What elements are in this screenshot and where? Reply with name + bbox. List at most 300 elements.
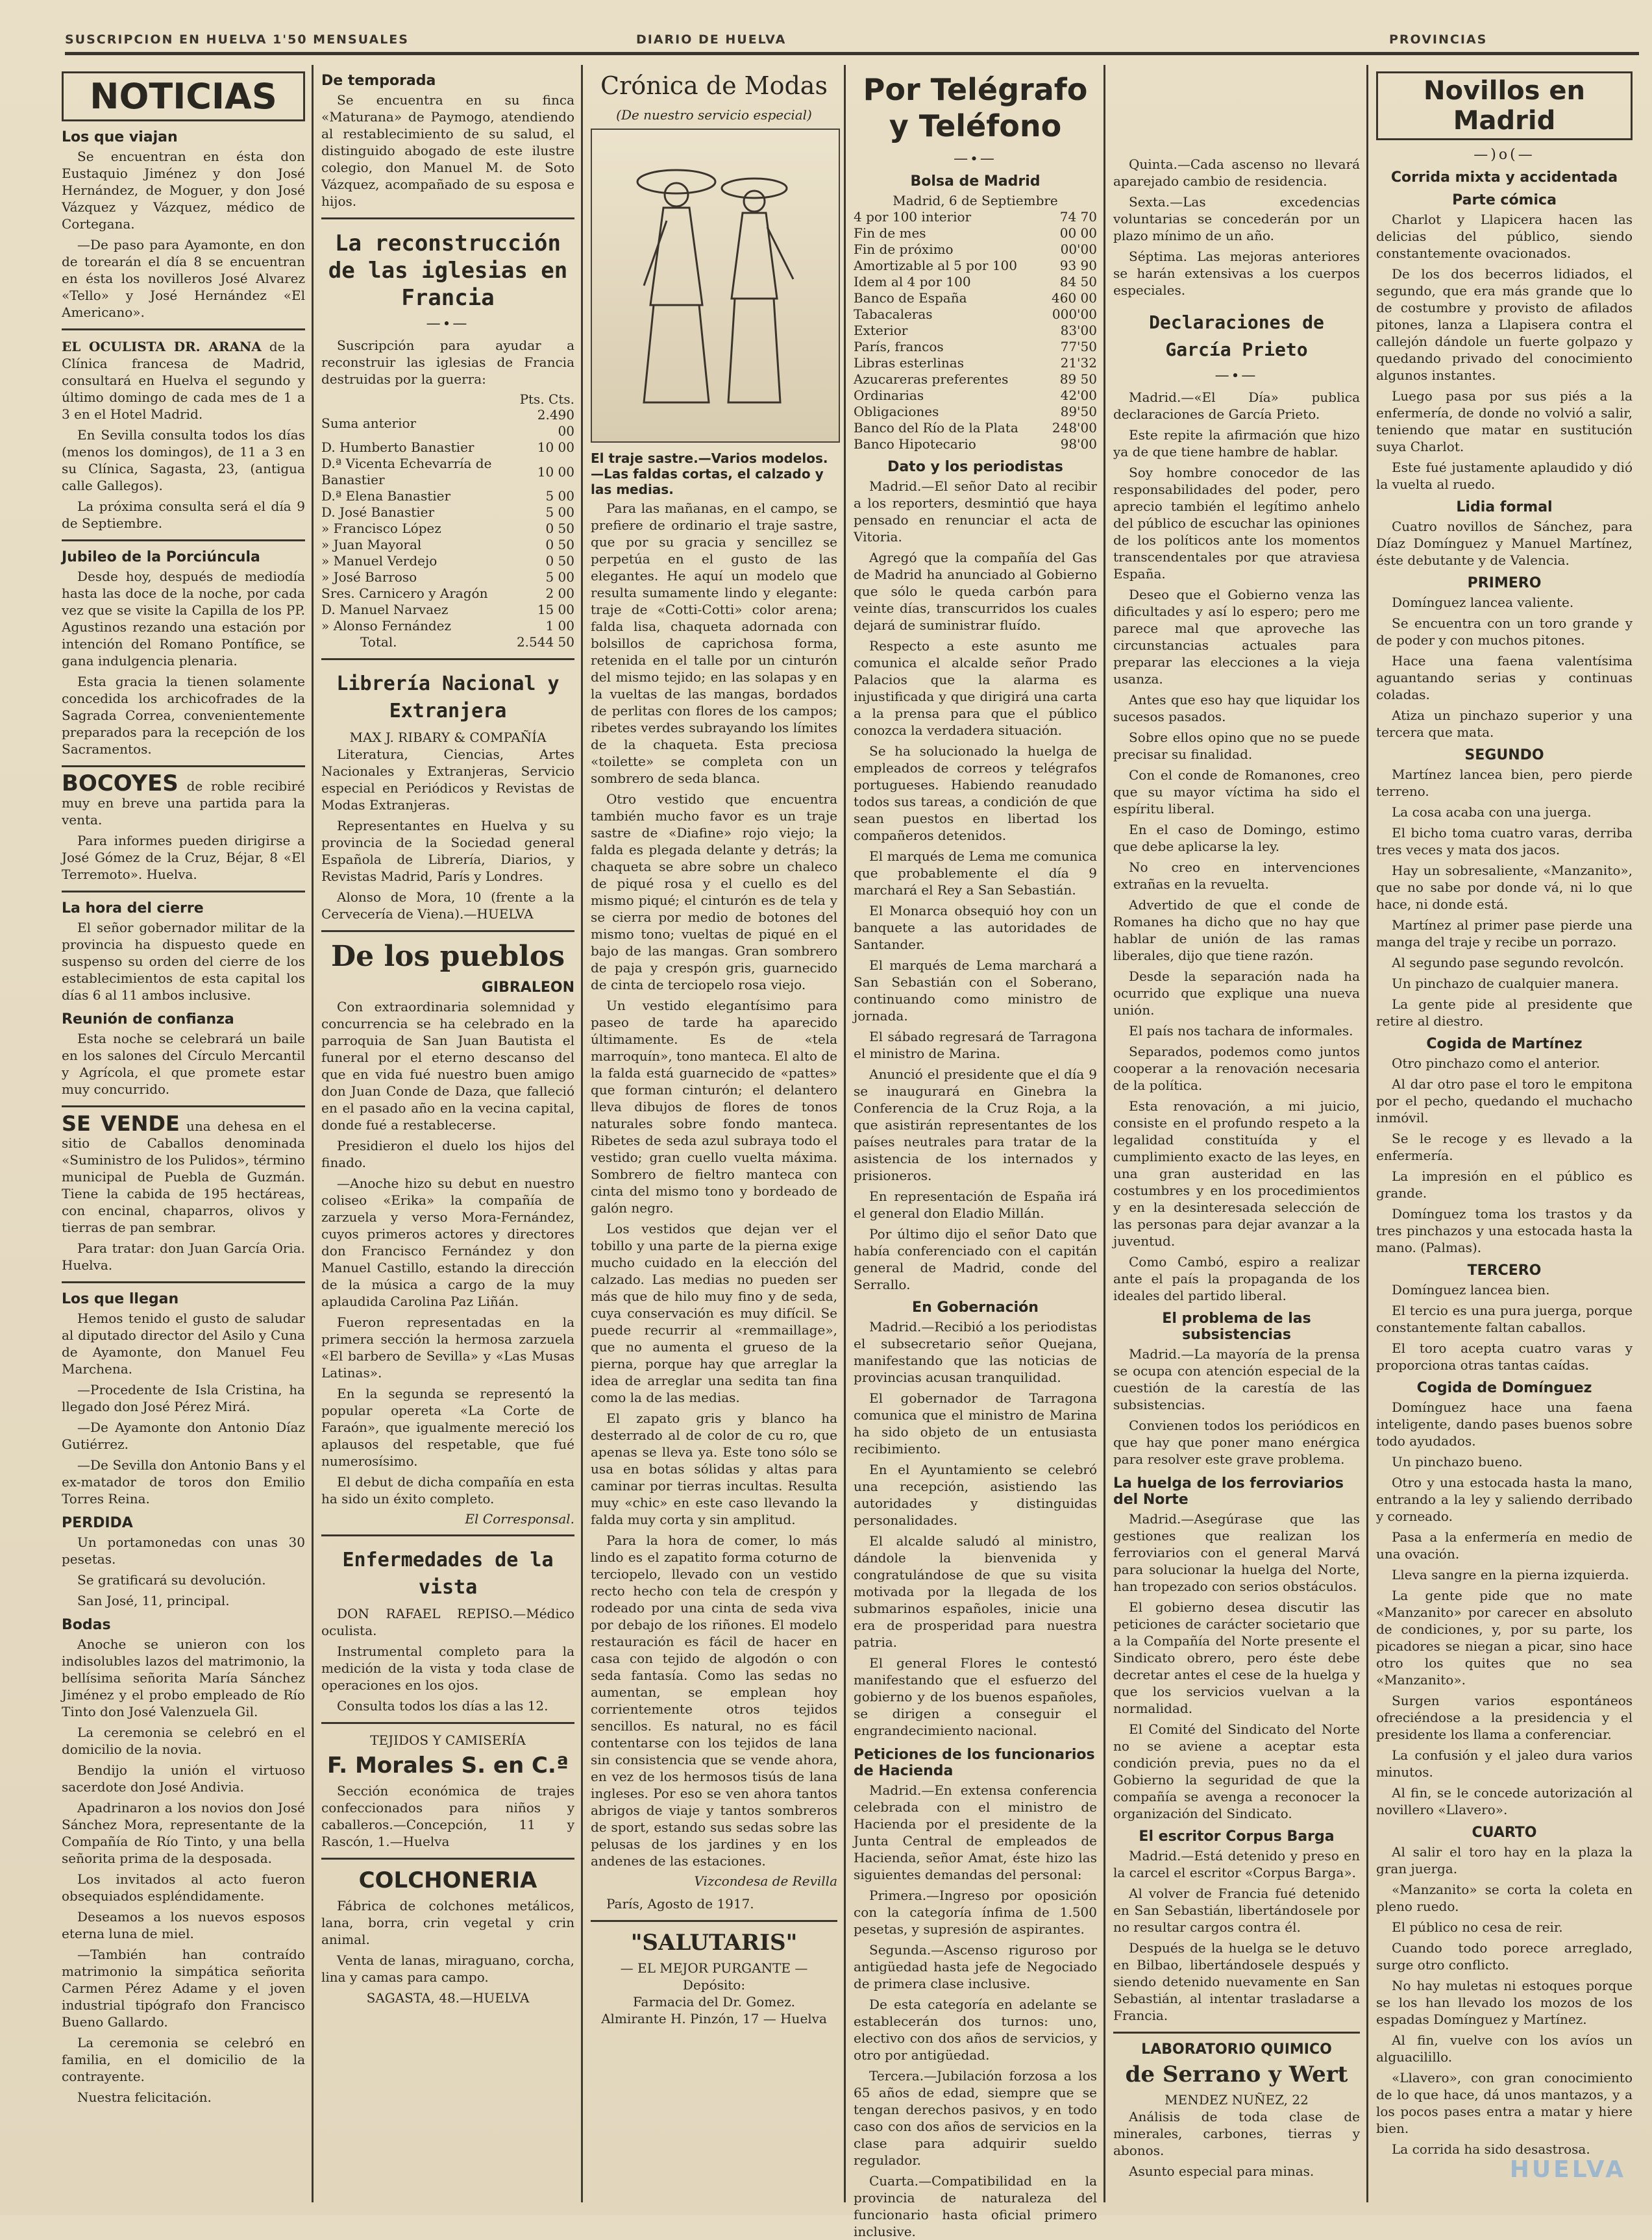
paragraph: Fábrica de colchones metálicos, lana, borra, crin vegetal y crin animal. <box>321 1898 574 1947</box>
paragraph: La corrida ha sido desastrosa. <box>1392 2141 1590 2157</box>
column-rule <box>1103 65 1105 2202</box>
stock-row <box>854 306 1097 323</box>
column-rule <box>312 65 314 2202</box>
ornament: —∙— <box>426 315 470 332</box>
paragraph: Se le recoge y es llevado a la enfermería. <box>1376 1131 1633 1163</box>
paragraph: Soy hombre conocedor de las responsabilidades del poder, pero aprecio también el legítimo anhelo del público de escuchar las opiniones de los políticos ante los momentos transcendentales por que atraviesa España. <box>1113 465 1360 582</box>
paragraph: Cuando todo porece arreglado, surge otro conflicto. <box>1376 1940 1633 1973</box>
divider <box>62 539 305 541</box>
paragraph: Esta noche se celebrará un baile en los salones del Círculo Mercantil y Agrícola, el que promete estar muy concurrido. <box>62 1031 305 1097</box>
subtitle: (De nuestro servicio especial) <box>616 107 812 123</box>
row-value: 89 50 <box>1059 371 1097 387</box>
paragraph: Para las mañanas, en el campo, se prefiere de ordinario el traje sastre, que por su gracia y sencillez se perpetúa en el gusto de las elegantes. He aquí un modelo que resulta sumamente lindo y elegante: traje de «Cotti-Cotti» color arena; falda lisa, chaqueta adornada con bolsillos de caprichosa forma, retenida en el talle por un cinturón del mismo tejido; en las solapas y en la vueltas de las mangas, bordados de perlitas con flores de los campos; ribetes verdes subrayando los límites de la chaqueta. Esta preciosa «toilette» se completa con un sombrero de seda blanca. <box>591 500 837 786</box>
paragraph: La impresión en el público es grande. <box>1376 1168 1633 1201</box>
paragraph: Bendijo la unión el virtuoso sacerdote don José Andivia. <box>62 1762 305 1795</box>
row-value: 93 90 <box>1059 258 1097 273</box>
paragraph: Convienen todos los periódicos en que hay que poner mano enérgica para resolver este grave problema. <box>1113 1418 1360 1467</box>
paragraph: Separados, podemos como juntos cooperar a la renovación necesaria de la política. <box>1113 1044 1360 1093</box>
paragraph: En Sevilla consulta todos los días (menos los domingos), de 11 a 3 en su Clínica, Sagasta, 23, (antigua calle Gallegos). <box>62 427 305 493</box>
paragraph: Al dar otro pase el toro le empitona por el pecho, quedando el muchacho inmóvil. <box>1376 1076 1633 1126</box>
paragraph: El señor gobernador militar de la provincia ha dispuesto quede en suspenso su orden del cierre de los establecimientos de esta capital los días 6 al 11 ambos inclusive. <box>62 920 305 1003</box>
masthead-bar <box>65 32 1639 55</box>
row-value: 74 70 <box>1059 209 1097 225</box>
headline: El escritor Corpus Barga <box>1139 1828 1335 1845</box>
paragraph: —Procedente de Isla Cristina, ha llegado don José Pérez Mirá. <box>62 1382 305 1414</box>
town-name: GIBRALEON <box>481 979 574 996</box>
headline: Los que viajan <box>62 129 178 145</box>
paragraph: Suscripción para ayudar a reconstruir las iglesias de Francia destruidas por la guerra: <box>321 338 574 387</box>
paragraph: Un pinchazo bueno. <box>1392 1454 1523 1470</box>
headline: Novillos en Madrid <box>1376 71 1633 140</box>
paragraph: No creo en intervenciones extrañas en la revuelta. <box>1113 859 1360 892</box>
row-value: 460 00 <box>1052 290 1097 306</box>
stock-row <box>854 371 1097 388</box>
ornament: —∙— <box>1214 367 1259 384</box>
paragraph: Se encuentra con un toro grande y de poder y con muchos pitones. <box>1376 615 1633 648</box>
headline: Peticiones de los funcionarios de Hacienda <box>854 1747 1095 1779</box>
row-value: 5 00 <box>545 504 574 520</box>
ad-address: Almirante H. Pinzón, 17 — Huelva <box>601 2011 827 2026</box>
row-label: 4 por 100 interior <box>854 209 972 225</box>
paragraph: El marqués de Lema marchará a San Sebastián con el Soberano, continuando como ministro de jornada. <box>854 957 1097 1024</box>
paragraph: Se gratificará su devolución. <box>77 1572 266 1588</box>
row-label: D. Humberto Banastier <box>321 439 475 455</box>
row-label: París, francos <box>854 339 944 354</box>
signature: El Corresponsal. <box>465 1511 574 1527</box>
ad-title: de Serrano y Wert <box>1125 2062 1348 2087</box>
paragraph: Primera.—Ingreso por oposición con la categoría ínfima de 1.500 pesetas, y supresión de aspirantes. <box>854 1888 1097 1937</box>
row-label: Banco del Río de la Plata <box>854 420 1018 436</box>
fashion-figures-icon <box>618 143 813 428</box>
row-label: D.ª Elena Banastier <box>321 488 451 504</box>
paragraph: Desde hoy, después de mediodía hasta las doce de la noche, por cada vez que se visite la Capilla de los PP. Agustinos rezando una estación por intención del Romano Pontífice, se gana indulgencia plenaria. <box>62 569 305 669</box>
stock-row <box>854 355 1097 371</box>
row-label: Suma anterior <box>321 415 417 431</box>
paragraph: Otro pinchazo como el anterior. <box>1392 1055 1601 1071</box>
headline: Reunión de confianza <box>62 1011 234 1028</box>
paragraph: El Comité del Sindicato del Norte no se aviene a aceptar esta condición previa, pues no da el Gobierno la seguridad de que la compañía se avenga a reconocer la organización del Sindicato. <box>1113 1721 1360 1821</box>
row-label: D.ª Vicenta Echevarría de Banastier <box>321 456 492 487</box>
headline: PERDIDA <box>62 1515 133 1531</box>
row-label: Ordinarias <box>854 388 924 403</box>
row-label: Banco Hipotecario <box>854 436 976 452</box>
paragraph: Desde la separación nada ha ocurrido que explique una nueva unión. <box>1113 968 1360 1018</box>
ad-title: F. Morales S. en C.ª <box>327 1753 569 1778</box>
masthead-center: DIARIO DE HUELVA <box>636 32 787 47</box>
paragraph: Este fué justamente aplaudido y dió la vuelta al ruedo. <box>1376 460 1633 492</box>
masthead-left: SUSCRIPCION EN HUELVA 1'50 MENSUALES <box>65 32 409 47</box>
paragraph: La confusión y el jaleo dura varios minutos. <box>1376 1747 1633 1780</box>
row-value: 00'00 <box>1060 241 1097 257</box>
paragraph: Con el conde de Romanones, creo que su mayor víctima ha sido el espíritu liberal. <box>1113 767 1360 817</box>
column-3 <box>591 65 837 2202</box>
signature: Vizcondesa de Revilla <box>694 1873 837 1889</box>
paragraph: «Llavero», con gran conocimiento de lo que hace, dá unos mantazos, y a los pocos pases entra a matar y hiere bien. <box>1376 2070 1633 2136</box>
paragraph: Surgen varios espontáneos ofreciéndose a la presidencia y el presidente los llama a conferenciar. <box>1376 1693 1633 1742</box>
paragraph: Madrid.—El señor Dato al recibir a los reporters, desmintió que haya pensado en renunciar el acta de Vitoria. <box>854 478 1097 545</box>
ornament: —∙— <box>954 151 997 167</box>
headline: De los pueblos <box>331 940 565 973</box>
section-title-noticias: NOTICIAS <box>62 71 305 121</box>
paragraph: Anoche se unieron con los indisolubles lazos del matrimonio, la bellísima señorita María Sánchez Jiménez y el probo empleado de Río Tinto don José Valenzuela Gil. <box>62 1636 305 1719</box>
paragraph: El marqués de Lema me comunica que probablemente el día 9 marchará el Rey a San Sebastián. <box>854 848 1097 898</box>
paragraph: Alonso de Mora, 10 (frente a la Cervecería de Viena).—HUELVA <box>321 889 574 922</box>
paragraph: El debut de dicha compañía en esta ha sido un éxito completo. <box>321 1474 574 1507</box>
row-label: » Manuel Verdejo <box>321 553 438 569</box>
paragraph: Madrid.—Recibió a los periodistas el subsecretario señor Quejana, manifestando que las noticias de provincias acusan tranquilidad. <box>854 1319 1097 1385</box>
paragraph: El país nos tachara de informales. <box>1129 1023 1353 1039</box>
headline: PRIMERO <box>1467 575 1542 591</box>
headline: SE VENDE <box>62 1111 180 1136</box>
paragraph: El sábado regresará de Tarragona el ministro de Marina. <box>854 1029 1097 1061</box>
headline: De temporada <box>321 73 436 89</box>
headline: Parte cómica <box>1452 192 1557 208</box>
paragraph: Asunto especial para minas. <box>1129 2163 1314 2179</box>
ad-subtitle: TEJIDOS Y CAMISERÍA <box>370 1732 526 1748</box>
paragraph: Advertido de que el conde de Romanes ha dicho que no hay que hablar de unión de las ramas liberales, dijo que tiene razón. <box>1113 897 1360 963</box>
row-value: 2.490 00 <box>537 407 574 439</box>
paragraph: una dehesa en el sitio de Caballos denominada «Suministro de los Pulidos», término municipal de Puebla de Guzmán. Tiene la cabida de 195 hectáreas, con encinal, chaparros, olivos y tierras de pan sembrar. <box>62 1118 306 1235</box>
paragraph: Lleva sangre en la pierna izquierda. <box>1392 1567 1629 1582</box>
paragraph: La ceremonia se celebró en el domicilio de la novia. <box>62 1725 305 1757</box>
subscription-row <box>321 618 574 634</box>
paragraph: La gente pide al presidente que retire al diestro. <box>1376 996 1633 1029</box>
ad-address: SAGASTA, 48.—HUELVA <box>366 1990 530 2006</box>
row-value: 5 00 <box>545 569 574 585</box>
paragraph: No hay muletas ni estoques porque se los han llevado los mozos de los espadas Domínguez y Martínez. <box>1376 1978 1633 2027</box>
stock-row <box>854 241 1097 258</box>
stock-exchange-table <box>854 209 1097 452</box>
paragraph: En el caso de Domingo, estimo que debe aplicarse la ley. <box>1113 822 1360 854</box>
subscription-row <box>321 488 574 504</box>
row-value: 10 00 <box>537 439 574 455</box>
ad-owner: MAX J. RIBARY & COMPAÑÍA <box>349 730 547 745</box>
headline: SEGUNDO <box>1464 747 1544 763</box>
paragraph: La ceremonia se celebró en familia, en el domicilio de la contrayente. <box>62 2035 305 2084</box>
paragraph: El público no cesa de reir. <box>1392 1919 1563 1935</box>
paragraph: El gobierno desea discutir las peticiones de carácter societario que a la Compañía del Norte presente el Sindicato obrero, pero éste debe decretar antes el cese de la huelga y que los servicios vuelvan a la normalidad. <box>1113 1599 1360 1716</box>
paragraph: Domínguez lancea bien. <box>1392 1282 1550 1298</box>
ad-subtitle: — EL MEJOR PURGANTE — <box>620 1960 808 1976</box>
stock-row <box>854 404 1097 420</box>
row-label: » José Barroso <box>321 569 417 585</box>
row-label: » Francisco López <box>321 521 441 536</box>
row-label: Libras esterlinas <box>854 355 964 371</box>
paragraph: DON RAFAEL REPISO.—Médico oculista. <box>321 1606 574 1638</box>
paragraph: Consulta todos los días a las 12. <box>337 1698 549 1714</box>
paragraph: Al fin, se le concede autorización al novillero «Llavero». <box>1376 1785 1633 1817</box>
paragraph: Instrumental completo para la medición de la vista y toda clase de operaciones en los ojos. <box>321 1643 574 1693</box>
paragraph: El gobernador de Tarragona comunica que el ministro de Marina ha sido objeto de un entusiasta recibimiento. <box>854 1390 1097 1457</box>
amount-units: Pts. Cts. <box>519 391 574 407</box>
paragraph: San José, 11, principal. <box>77 1593 230 1608</box>
paragraph: El bicho toma cuatro varas, derriba tres veces y mata dos jacos. <box>1376 825 1633 857</box>
divider <box>321 1722 574 1724</box>
dateline: París, Agosto de 1917. <box>606 1896 754 1912</box>
paragraph: De esta categoría en adelante se establecerán dos turnos: uno, electivo con dos años de servicios, y otro por antigüedad. <box>854 1997 1097 2063</box>
paragraph: Tercera.—Jubilación forzosa a los 65 años de edad, siempre que se tengan derechos pasivos, y en todo caso con dos años de servicios en la clase para adquirir sueldo regulador. <box>854 2068 1097 2168</box>
paragraph: Se encuentra en su finca «Maturana» de Paymogo, atendiendo al restablecimiento de su salud, el distinguido abogado de este ilustre colegio, don Manuel M. de Soto Vázquez, acompañado de su esposa e hijos. <box>321 92 574 209</box>
divider <box>62 328 305 330</box>
row-value: 00 00 <box>1059 225 1097 241</box>
paragraph: El general Flores le contestó manifestando que el esfuerzo del gobierno y de los buenos españoles, se dirigen a conseguir el engrandecimiento nacional. <box>854 1655 1097 1738</box>
column-1 <box>62 65 305 2202</box>
divider <box>62 891 305 892</box>
paragraph: En representación de España irá el general don Eladio Millán. <box>854 1188 1097 1221</box>
paragraph: Luego pasa por sus piés a la enfermería, de donde no volvió a salir, teniendo que matar en sustitución suya Charlot. <box>1376 388 1633 454</box>
paragraph: Deseo que el Gobierno venza las dificultades y así lo espero; pero me parece mal que aproveche las circunstancias actuales para preparar las elecciones a la vieja usanza. <box>1113 587 1360 687</box>
row-value: 1 00 <box>545 618 574 634</box>
paragraph: —También han contraído matrimonio la simpática señorita Carmen Pérez Adame y el joven industrial tipógrafo don Francisco Bueno Gallardo. <box>62 1947 305 2030</box>
paragraph: De los dos becerros lidiados, el segundo, que era más grande que lo de costumbre y provisto de afilados pitones, lanza a Llapisera contra el callejón dándole un fuerte golpazo y quedando privado del conocimiento algunos instantes. <box>1376 266 1633 383</box>
paragraph: Domínguez toma los trastos y da tres pinchazos y una estocada hasta la mano. (Palmas). <box>1376 1206 1633 1255</box>
ad-address: MENDEZ NUÑEZ, 22 <box>1165 2092 1309 2108</box>
row-label: Idem al 4 por 100 <box>854 274 971 289</box>
headline: El problema de las subsistencias <box>1162 1311 1311 1343</box>
row-label: Azucareras preferentes <box>854 371 1009 387</box>
row-value: 83'00 <box>1060 323 1097 338</box>
paragraph: Madrid.—Está detenido y preso en la carcel el escritor «Corpus Barga». <box>1113 1848 1360 1880</box>
paragraph: Martínez lancea bien, pero pierde terreno. <box>1376 767 1633 799</box>
dateline: Madrid, 6 de Septiembre <box>893 193 1058 208</box>
divider <box>321 658 574 660</box>
divider <box>321 1858 574 1860</box>
stock-row <box>854 388 1097 404</box>
column-rule <box>1366 65 1368 2202</box>
row-label: » Alonso Fernández <box>321 618 452 634</box>
row-value: 21'32 <box>1060 355 1097 371</box>
row-value: 77'50 <box>1060 339 1097 354</box>
stock-row <box>854 420 1097 436</box>
fashion-illustration <box>591 129 840 443</box>
ad-title: "SALUTARIS" <box>630 1930 798 1956</box>
paragraph: Sexta.—Las excedencias voluntarias se concederán por un plazo mínimo de un año. <box>1113 194 1360 243</box>
headline: Librería Nacional y Extranjera <box>336 672 560 722</box>
column-6 <box>1376 65 1633 2202</box>
total-label: Total. <box>360 634 397 650</box>
headline: Corrida mixta y accidentada <box>1390 169 1618 186</box>
paragraph: Antes que eso hay que liquidar los sucesos pasados. <box>1113 692 1360 724</box>
headline: EL OCULISTA DR. ARANA <box>62 339 262 354</box>
headline: Declaraciones de García Prieto <box>1149 312 1324 360</box>
divider <box>62 1105 305 1107</box>
paragraph: Sobre ellos opino que no se puede precisar su finalidad. <box>1113 730 1360 762</box>
paragraph: Hemos tenido el gusto de saludar al diputado director del Asilo y Cuna de Ayamonte, don Manuel Feu Marchena. <box>62 1311 305 1377</box>
subscription-row <box>321 602 574 618</box>
headline: Por Telégrafo y Teléfono <box>863 72 1088 143</box>
ad-line: Depósito: <box>682 1977 746 1993</box>
paragraph: El zapato gris y blanco ha desterrado al de color de cu ro, que apenas se lleva ya. Este tono sólo se usa en botas sólidas y altas para caminar por tierras incultas. Resulta muy «chic» en este caso llevando la falda muy corta y sin amplitud. <box>591 1410 837 1527</box>
paragraph: Agregó que la compañía del Gas de Madrid ha anunciado al Gobierno que sólo le queda carbón para veinte días, transcurridos los cuales dejará de suministrar fluído. <box>854 550 1097 633</box>
column-rule <box>844 65 846 2202</box>
paragraph: Hay un sobresaliente, «Manzanito», que no sabe por donde vá, ni lo que hace, ni donde está. <box>1376 863 1633 912</box>
paragraph: Como Cambó, espiro a realizar ante el país la propaganda de los ideales del partido liberal. <box>1113 1254 1360 1303</box>
divider <box>591 1920 837 1922</box>
paragraph: Un portamonedas con unas 30 pesetas. <box>62 1534 305 1567</box>
column-2 <box>321 65 574 2202</box>
divider <box>1113 2032 1360 2034</box>
paragraph: Segunda.—Ascenso riguroso por antigüedad hasta jefe de Negociado de primera clase inclusive. <box>854 1942 1097 1991</box>
paragraph: El tercio es una pura juerga, porque constantemente faltan caballos. <box>1376 1303 1633 1335</box>
ad-title: COLCHONERIA <box>358 1867 537 1893</box>
headline: TERCERO <box>1467 1262 1542 1279</box>
headline: La reconstrucción de las iglesias en Francia <box>328 230 568 311</box>
subscription-row <box>321 585 574 602</box>
row-label: Banco de España <box>854 290 967 306</box>
paragraph: Este repite la afirmación que hizo ya de que tiene hambre de hablar. <box>1113 427 1360 460</box>
paragraph: Los vestidos que dejan ver el tobillo y una parte de la pierna exige mucho cuidado en la elección del calzado. Las medias no pueden ser más que de hilo muy fino y de seda, cuya conservación es muy difícil. Se puede recurrir al «remmaillage», que no aumenta el grueso de la pierna, porque hay que arreglar la idea de arreglar una sedita tan fina como la de las medias. <box>591 1221 837 1405</box>
row-label: » Juan Mayoral <box>321 537 422 552</box>
headline: Bodas <box>62 1617 111 1633</box>
subscription-row <box>321 456 574 488</box>
paragraph: Los invitados al acto fueron obsequiados espléndidamente. <box>62 1871 305 1904</box>
paragraph: Apadrinaron a los novios don José Sánchez Mora, representante de la Compañía de Río Tinto, y una bella señorita prima de la desposada. <box>62 1800 305 1866</box>
stock-row <box>854 209 1097 225</box>
headline: BOCOYES <box>62 770 179 796</box>
headline: CUARTO <box>1472 1825 1537 1841</box>
divider <box>321 1534 574 1536</box>
subscription-row <box>321 407 574 439</box>
paragraph: El toro acepta cuatro varas y proporciona otras tantas caídas. <box>1376 1340 1633 1373</box>
column-rule <box>581 65 583 2202</box>
paragraph: Para informes pueden dirigirse a José Gómez de la Cruz, Béjar, 8 «El Terremoto». Huelva. <box>62 833 305 882</box>
paragraph: En la segunda se representó la popular opereta «La Corte de Faraón», que igualmente mereció los aplausos del respetable, que fué numerosísimo. <box>321 1386 574 1469</box>
paragraph: Al volver de Francia fué detenido en San Sebastián, libertándosele por no resultar cargos contra él. <box>1113 1886 1360 1935</box>
row-value: 98'00 <box>1060 436 1097 452</box>
paragraph: Martínez al primer pase pierde una manga del traje y recibe un porrazo. <box>1376 917 1633 950</box>
headline: Bolsa de Madrid <box>910 173 1041 190</box>
subscription-total <box>321 634 574 650</box>
paragraph: Domínguez lancea valiente. <box>1392 595 1574 610</box>
row-label: Fin de mes <box>854 225 926 241</box>
ornament: —)o(— <box>1473 147 1535 163</box>
paragraph: Nuestra felicitación. <box>77 2089 212 2105</box>
row-value: 10 00 <box>537 463 574 480</box>
row-label: Exterior <box>854 323 908 338</box>
row-value: 15 00 <box>537 602 574 617</box>
paragraph: Madrid.—La mayoría de la prensa se ocupa con atención especial de la cuestión de la carestía de las subsistencias. <box>1113 1346 1360 1412</box>
paragraph: Esta gracia la tienen solamente concedida los archicofrades de la Sagrada Correa, convenientemente preparados para la recepción de los Sacramentos. <box>62 674 305 757</box>
subscription-table <box>321 407 574 634</box>
headline: La huelga de los ferroviarios del Norte <box>1113 1475 1344 1508</box>
paragraph: Un vestido elegantísimo para paseo de tarde ha aparecido últimamente. Es de «tela marroquín», tono manteca. El alto de la falda está guarnecido de «pattes» que forman cinturón; el delantero lleva dibujos de flores de tonos naturales sobre fondo manteca. Ribetes de seda azul subraya todo el vestido; gran cuello vuelta máxima. Sombrero de fieltro manteca con cinta del mismo tono y bordeado de galón negro. <box>591 998 837 1216</box>
paragraph: La cosa acaba con una juerga. <box>1392 804 1592 820</box>
paragraph: Fueron representadas en la primera sección la hermosa zarzuela «El barbero de Sevilla» y «Las Musas Latinas». <box>321 1314 574 1381</box>
row-label: Fin de próximo <box>854 241 954 257</box>
headline: En Gobernación <box>912 1299 1039 1316</box>
row-label: D. Manuel Narvaez <box>321 602 449 617</box>
paragraph: El alcalde saludó al ministro, dándole la bienvenida y congratulándose de que su visita motivada por la llegada de los submarinos españoles, inicie una era de prosperidad para nuestra patria. <box>854 1533 1097 1650</box>
paragraph: Madrid.—Asegúrase que las gestiones que realizan los ferroviarios con el general Marvá para solucionar la huelga del Norte, han tropezado con serios obstáculos. <box>1113 1511 1360 1594</box>
paragraph: de roble recibiré muy en breve una partida para la venta. <box>62 778 305 828</box>
paragraph: Hace una faena valentísima aguantando serias y continuas coladas. <box>1376 653 1633 702</box>
divider <box>321 217 574 219</box>
row-label: Tabacaleras <box>854 306 933 322</box>
paragraph: Anunció el presidente que el día 9 se inaugurará en Ginebra la Conferencia de la Cruz Roja, a la que asistirán representantes de los países neutrales para tratar de la asistencia de los internados y prisioneros. <box>854 1066 1097 1183</box>
subscription-row <box>321 553 574 569</box>
paragraph: Presidieron el duelo los hijos del finado. <box>321 1138 574 1170</box>
subscription-row <box>321 569 574 585</box>
paragraph: Domínguez hace una faena inteligente, dando pases buenos sobre todo ayudados. <box>1376 1399 1633 1449</box>
stock-row <box>854 323 1097 339</box>
figure-caption: El traje sastre.—Varios modelos.—Las faldas cortas, el calzado y las medias. <box>591 450 828 497</box>
paragraph: Un pinchazo de cualquier manera. <box>1392 976 1619 991</box>
row-value: 5 00 <box>545 488 574 504</box>
paragraph: Otro vestido que encuentra también mucho favor es un traje sastre de «Diafine» rojo viejo; la falda es plegada delante y detrás; la chaqueta se abre sobre un chaleco de piqué rosa y el cuello es del mismo piqué; el cinturón es de tela y se cierra por medio de botones del mismo tono; vueltas de piqué en el bajo de las mangas. Gran sombrero de paja y crespón gris, guarnecido de cinta de terciopelo rosa viejo. <box>591 791 837 992</box>
headline: La hora del cierre <box>62 900 204 917</box>
divider <box>62 765 305 767</box>
total-value: 2.544 50 <box>516 634 574 650</box>
subscription-row <box>321 537 574 553</box>
stock-row <box>854 290 1097 306</box>
ad-line: Farmacia del Dr. Gomez. <box>633 1994 795 2010</box>
paragraph: Después de la huelga se le detuvo en Bilbao, libertándosele después y siendo detenido nuevamente en San Sebastián, al intentar trasladarse a Francia. <box>1113 1940 1360 2023</box>
paragraph: Sección económica de trajes confeccionados para niños y caballeros.—Concepción, 11 y Rascón, 1.—Huelva <box>321 1783 574 1849</box>
paragraph: —De Sevilla don Antonio Bans y el ex-matador de toros don Emilio Torres Reina. <box>62 1457 305 1507</box>
paragraph: Esta renovación, a mi juicio, consiste en el profundo respeto a la legalidad constituída y el cumplimiento exacto de las leyes, en una gran austeridad en las costumbres y en los procedimientos y en la desinteresada selección de las personas para dejar avanzar a la juventud. <box>1113 1098 1360 1249</box>
paragraph: «Manzanito» se corta la coleta en pleno ruedo. <box>1376 1882 1633 1914</box>
paragraph: Madrid.—En extensa conferencia celebrada con el ministro de Hacienda por el presidente de la Junta Central de empleados de Hacienda, señor Amat, éste hizo las siguientes demandas del personal: <box>854 1782 1097 1882</box>
paragraph: Al salir el toro hay en la plaza la gran juerga. <box>1376 1844 1633 1877</box>
row-value: 000'00 <box>1052 306 1097 322</box>
paragraph: Madrid.—«El Día» publica declaraciones de García Prieto. <box>1113 389 1360 422</box>
paragraph: La próxima consulta será el día 9 de Septiembre. <box>62 498 305 531</box>
paragraph: En el Ayuntamiento se celebró una recepción, asistiendo las autoridades y distinguidas personalidades. <box>854 1462 1097 1528</box>
paragraph: de la Clínica francesa de Madrid, consultará en Huelva el segundo y último domingo de cada mes de 1 a 3 en el Hotel Madrid. <box>62 339 305 422</box>
row-label: D. José Banastier <box>321 504 435 520</box>
ad-title: LABORATORIO QUIMICO <box>1141 2041 1332 2058</box>
paragraph: —Anoche hizo su debut en nuestro coliseo «Erika» la compañía de zarzuela y verso Mora-Fernández, cuyos primeros actores y directores don Francisco Fernández y don Manuel Castillo, estando la dirección de la música a cargo de la muy aplaudida Carolina Paz Liñán. <box>321 1175 574 1309</box>
headline: Crónica de Modas <box>600 71 828 100</box>
paragraph: Séptima. Las mejoras anteriores se harán extensivas a los cuerpos especiales. <box>1113 249 1360 298</box>
headline: Cogida de Domínguez <box>1416 1380 1592 1396</box>
row-label: Amortizable al 5 por 100 <box>854 258 1017 273</box>
paragraph: Atiza un pinchazo superior y una tercera que mata. <box>1376 708 1633 740</box>
divider <box>62 1281 305 1283</box>
column-5 <box>1113 156 1360 2202</box>
stock-row <box>854 258 1097 274</box>
masthead-right: PROVINCIAS <box>1389 32 1488 47</box>
subscription-row <box>321 439 574 456</box>
paragraph: La gente pide que no mate «Manzanito» por carecer en absoluto de condiciones, y, por su parte, los picadores se niegan a picar, sino hace otro los quites que no sea «Manzanito». <box>1376 1588 1633 1688</box>
paragraph: Cuarta.—Compatibilidad en la provincia de naturaleza del funcionario hasta oficial primero inclusive. <box>854 2173 1097 2239</box>
paragraph: Pasa a la enfermería en medio de una ovación. <box>1376 1529 1633 1562</box>
paragraph: Respecto a este asunto me comunica el alcalde señor Prado Palacios que la alarma es injustificada y que dirigirá una carta a la prensa para que el público conozca la verdadera situación. <box>854 638 1097 738</box>
headline: Los que llegan <box>62 1291 179 1307</box>
paragraph: Charlot y Llapicera hacen las delicias del público, siendo constantemente ovacionados. <box>1376 212 1633 261</box>
row-value: 84 50 <box>1059 274 1097 289</box>
row-value: 248'00 <box>1052 420 1097 436</box>
headline: Lidia formal <box>1456 499 1553 515</box>
subscription-row <box>321 521 574 537</box>
column-4 <box>854 65 1097 2239</box>
divider <box>321 930 574 932</box>
paragraph: Por último dijo el señor Dato que había conferenciado con el capitán general de Madrid, conde del Serrallo. <box>854 1226 1097 1292</box>
paragraph: Otro y una estocada hasta la mano, entrando a la ley y saliendo derribado y corneado. <box>1376 1475 1633 1524</box>
row-value: 0 50 <box>545 553 574 569</box>
paragraph: Análisis de toda clase de minerales, carbones, tierras y abonos. <box>1113 2109 1360 2158</box>
paragraph: —De Ayamonte don Antonio Díaz Gutiérrez. <box>62 1420 305 1452</box>
paragraph: Literatura, Ciencias, Artes Nacionales y Extranjeras, Servicio especial en Periódicos y Revistas de Modas Extranjeras. <box>321 746 574 813</box>
paragraph: Quinta.—Cada ascenso no llevará aparejado cambio de residencia. <box>1113 156 1360 189</box>
paragraph: Al fin, vuelve con los avíos un alguacilillo. <box>1376 2032 1633 2065</box>
stock-row <box>854 225 1097 241</box>
paragraph: Se ha solucionado la huelga de empleados de correos y telégrafos portugueses. Habiendo reanudado todos sus tareas, a condición de que sean puestos en libertad los compañeros detenidos. <box>854 743 1097 843</box>
paragraph: Se encuentran en ésta don Eustaquio Jiménez y don José Hernández, de Moguer, y don José Vázquez y Vázquez, médico de Cortegana. <box>62 149 305 232</box>
stock-row <box>854 274 1097 290</box>
headline: Cogida de Martínez <box>1426 1036 1583 1052</box>
paragraph: Deseamos a los nuevos esposos eterna luna de miel. <box>62 1909 305 1941</box>
